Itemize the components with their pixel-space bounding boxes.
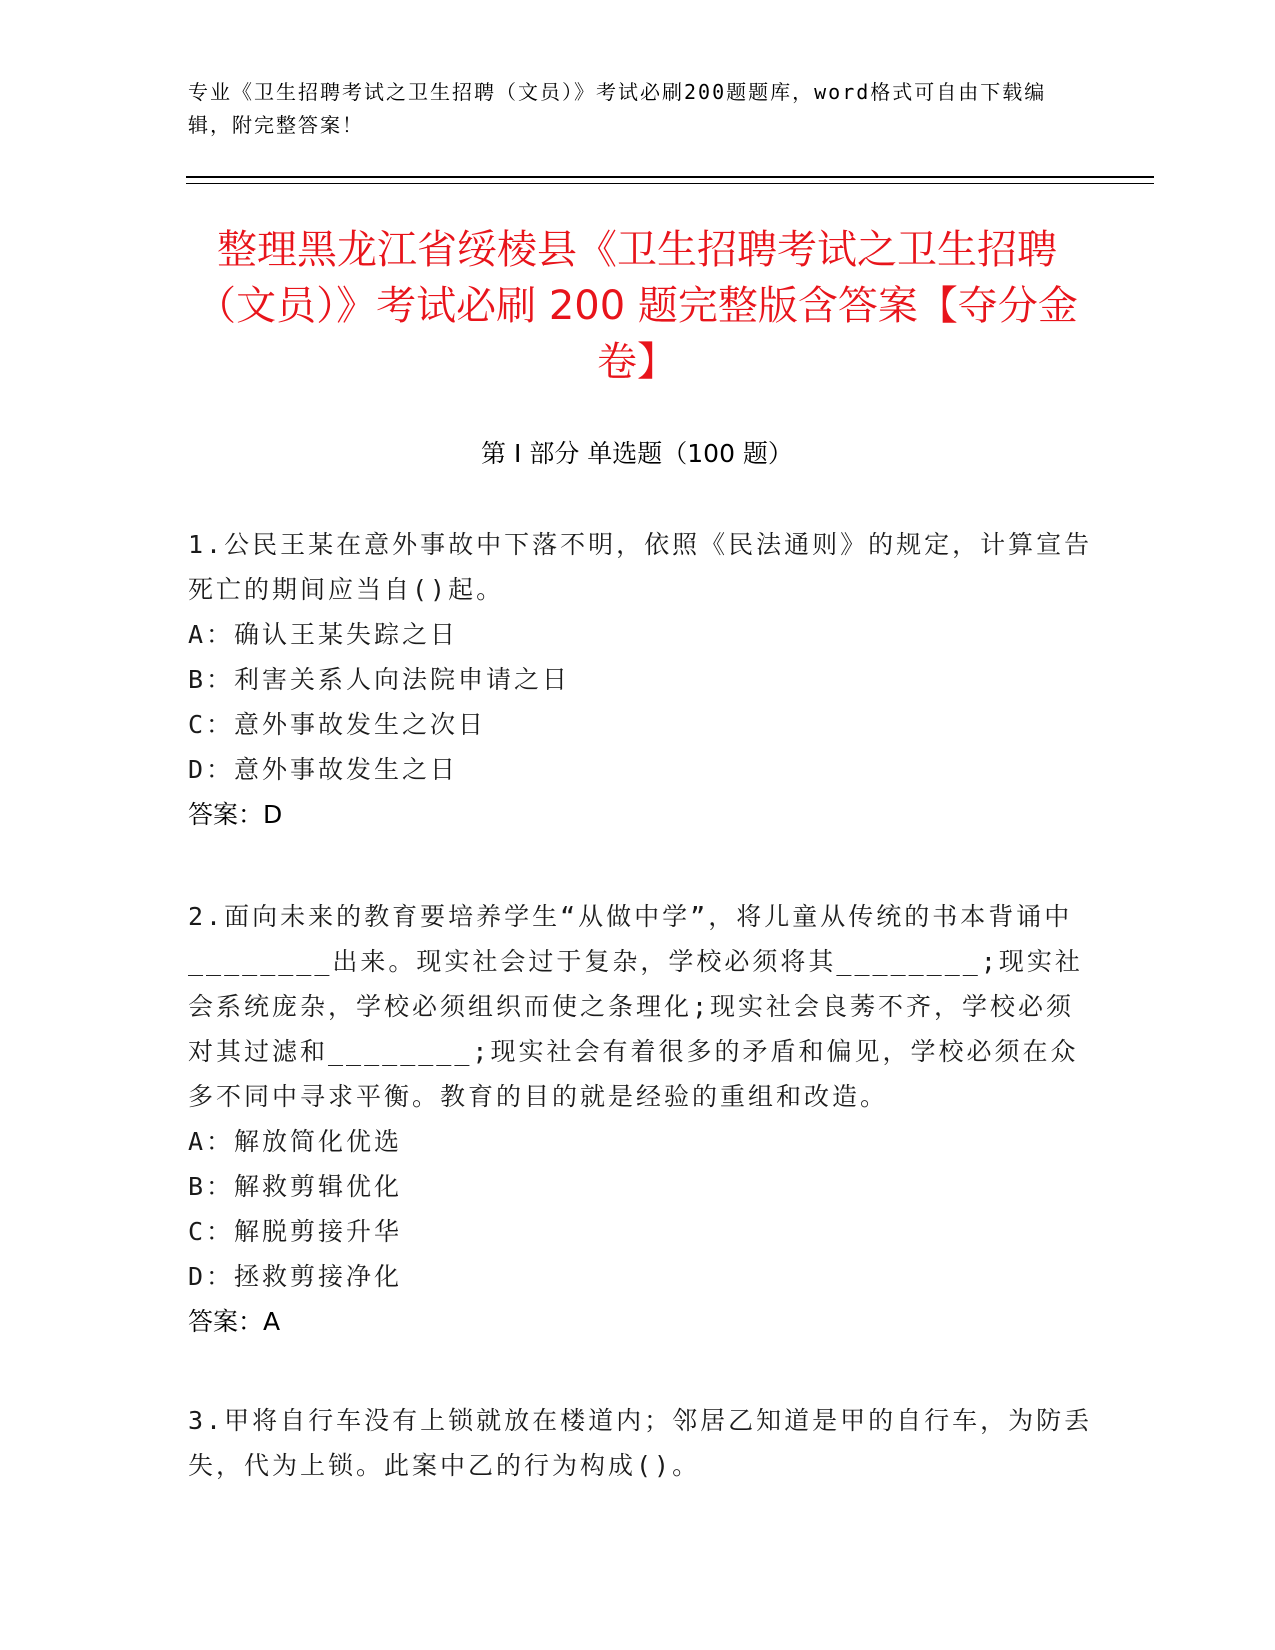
answer-line: 答案：A [188,1307,281,1336]
header-note: 专业《卫生招聘考试之卫生招聘（文员）》考试必刷200题题库，word格式可自由下载编辑，附完整答案！ [188,80,1047,137]
option-a: A：解放简化优选 [188,1127,403,1156]
option-b: B：解救剪辑优化 [188,1172,403,1201]
question-3 [188,1398,1098,1488]
option-b: B：利害关系人向法院申请之日 [188,665,571,694]
question-2 [188,894,1098,1344]
question-1 [188,522,1098,837]
question-stem: 3.甲将自行车没有上锁就放在楼道内；邻居乙知道是甲的自行车，为防丢失，代为上锁。此案中乙的行为构成()。 [188,1406,1093,1480]
option-d: D：拯救剪接净化 [188,1262,403,1291]
option-a: A：确认王某失踪之日 [188,620,459,649]
option-c: C：意外事故发生之次日 [188,710,487,739]
option-c: C：解脱剪接升华 [188,1217,403,1246]
document-title: 整理黑龙江省绥棱县《卫生招聘考试之卫生招聘（文员）》考试必刷 200 题完整版含答案【夺分金卷】 [196,227,1078,385]
option-d: D：意外事故发生之日 [188,755,459,784]
header-divider-thin [186,183,1154,184]
question-stem: 2.面向未来的教育要培养学生“从做中学”，将儿童从传统的书本背诵中________出来。现实社会过于复杂，学校必须将其________;现实社会系统庞杂，学校必须组织而使之条理化;现实社会良莠不齐，学校必须对其过滤和________;现实社会有着很多的矛盾和偏见，学校必须在众多不同中寻求平衡。教育的目的就是经验的重组和改造。 [188,902,1083,1111]
section-title: 第 I 部分 单选题（100 题） [481,439,793,468]
header-divider-thick [186,176,1154,178]
question-stem: 1.公民王某在意外事故中下落不明，依照《民法通则》的规定，计算宣告死亡的期间应当自()起。 [188,530,1093,604]
answer-line: 答案：D [188,800,283,829]
